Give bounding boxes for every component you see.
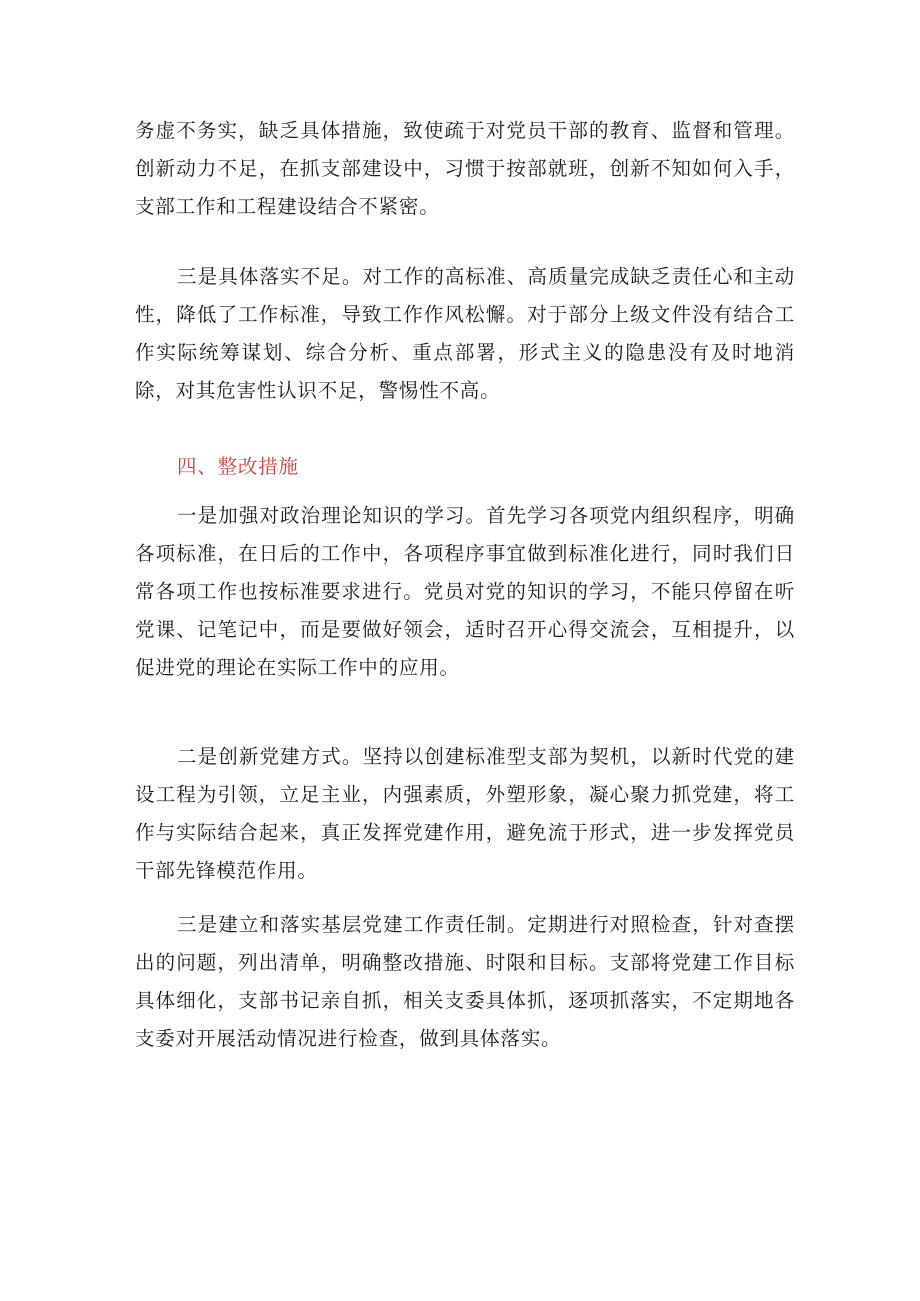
- paragraph-measure-one: 一是加强对政治理论知识的学习。首先学习各项党内组织程序，明确各项标准，在日后的工作中，各项程序事宜做到标准化进行，同时我们日常各项工作也按标准要求进行。党员对党的知识的学习，不能只停留在听党课、记笔记中，而是要做好领会，适时召开心得交流会，互相提升，以促进党的理论在实际工作中的应用。: [135, 504, 795, 679]
- paragraph-measure-three: 三是建立和落实基层党建工作责任制。定期进行对照检查，针对查摆出的问题，列出清单，明确整改措施、时限和目标。支部将党建工作目标具体细化，支部书记亲自抓，相关支委具体抓，逐项抓落实，不定期地各支委对开展活动情况进行检查，做到具体落实。: [135, 913, 795, 1050]
- paragraph-implementation-shortfall: 三是具体落实不足。对工作的高标准、高质量完成缺乏责任心和主动性，降低了工作标准，导致工作作风松懈。对于部分上级文件没有结合工作实际统筹谋划、综合分析、重点部署，形式主义的隐患没有及时地消除，对其危害性认识不足，警惕性不高。: [135, 265, 795, 402]
- paragraph-continuation: 务虚不务实，缺乏具体措施，致使疏于对党员干部的教育、监督和管理。创新动力不足，在抓支部建设中，习惯于按部就班，创新不知如何入手，支部工作和工程建设结合不紧密。: [135, 119, 795, 218]
- section-heading: 四、整改措施: [177, 455, 299, 478]
- paragraph-measure-two: 二是创新党建方式。坚持以创建标准型支部为契机，以新时代党的建设工程为引领，立足主业，内强素质，外塑形象，凝心聚力抓党建，将工作与实际结合起来，真正发挥党建作用，避免流于形式，进一步发挥党员干部先锋模范作用。: [135, 745, 795, 882]
